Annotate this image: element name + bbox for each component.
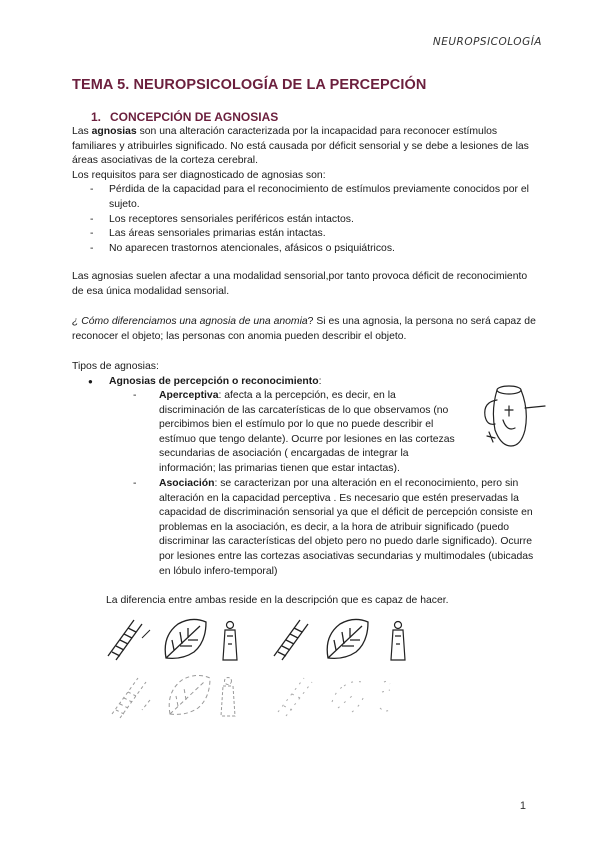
difference-paragraph: La diferencia entre ambas reside en la descripción que es capaz de hacer. xyxy=(106,595,449,606)
standing-figure-drawing-icon xyxy=(221,678,235,717)
anomia-question: ¿ Cómo diferenciamos una agnosia de una anomia xyxy=(72,316,308,327)
leaf-drawing-icon xyxy=(332,682,364,713)
ladder-drawing-icon xyxy=(274,620,308,660)
anomia-answer: ? Si es una agnosia, la persona no será capaz de reconocer el objeto; las personas con anomia pueden describir el objeto. xyxy=(72,316,536,342)
running-header: NEUROPSICOLOGÍA xyxy=(432,36,542,48)
agnosias-term: agnosias xyxy=(91,126,137,137)
apperceptive-term: Aperceptiva xyxy=(159,390,219,401)
section-heading xyxy=(91,110,278,124)
standing-figure-drawing-icon xyxy=(380,681,392,711)
standing-figure-drawing-icon xyxy=(391,622,405,661)
sub-item: - Aperceptiva: afecta a la percepción, es decir, en la discriminación de las carcaterísticas de lo que observamos (no percibimos bien el estímulo por lo que no puede describir el estímuo que tengo delante). Ocurre por lesiones en las cortezas secundarias de asociación ( encargadas de integrar la información; las primarias tienen que estar intactas). xyxy=(133,390,455,474)
leaf-drawing-icon xyxy=(165,619,206,658)
types-block xyxy=(72,360,540,389)
category-title: Agnosias de percepción o reconocimiento xyxy=(109,375,319,387)
modality-paragraph: Las agnosias suelen afectar a una modalidad sensorial,por tanto provoca déficit de reconocimiento de esa única modalidad sensorial. xyxy=(72,271,528,297)
associative-item xyxy=(72,477,540,579)
leaf-drawing-icon xyxy=(327,619,368,658)
list-item: - No aparecen trastornos atencionales, afásicos o psiquiátricos. xyxy=(72,242,540,257)
ladder-drawing-icon xyxy=(278,678,312,716)
ladder-drawing-icon xyxy=(112,678,150,718)
types-lead: Tipos de agnosias: xyxy=(72,361,159,372)
category-bullet: ● Agnosias de percepción o reconocimiento: xyxy=(72,375,540,390)
intro-block xyxy=(72,125,540,256)
leaf-drawing-icon xyxy=(169,675,210,714)
drawings-row-intact xyxy=(106,616,416,664)
list-item: - Pérdida de la capacidad para el reconocimiento de estímulos previamente conocidos por el sujeto. xyxy=(72,183,540,212)
requirements-lead: Los requisitos para ser diagnosticado de agnosias son: xyxy=(72,169,326,181)
standing-figure-drawing-icon xyxy=(223,622,237,661)
anomia-paragraph xyxy=(72,315,540,344)
list-item: - Las áreas sensoriales primarias están intactas. xyxy=(72,227,540,242)
associative-term: Asociación xyxy=(159,478,215,489)
intro-paragraph: Las agnosias son una alteración caracterizada por la incapacidad para reconocer estímulos familiares y atribuirles significado. No está causada por déficit sensorial y se debe a lesiones de las áreas asociativas de la corteza cerebral. xyxy=(72,126,529,167)
section-title: CONCEPCIÓN DE AGNOSIAS xyxy=(110,110,279,124)
jug-illustration-icon xyxy=(479,380,547,454)
apperceptive-item xyxy=(72,389,540,477)
apperceptive-text: : afecta a la percepción, es decir, en la discriminación de las carcaterísticas de lo que observamos (no percibimos bien el estímulo por lo que no puede describir el estímuo que tengo delante). Ocurre por lesiones en las cortezas secundarias de asociación ( encargadas de integrar la información; las primarias tienen que estar intactas). xyxy=(159,390,455,474)
associative-text: : se caracterizan por una alteración en el reconocimiento, pero sin alteración en la capacidad perceptiva . Es necesario que estén preservadas la capacidad de discriminación sensorial ya que el déficit de percepción consiste en problemas en la asociación, es decir, a la hora de atribuir significado (puedo discriminar las características del objeto pero no puedo darle significado). Ocurre por lesiones entre las cortezas asociativas secundarias y multimodales (ubicadas en lóbulo infero-temporal) xyxy=(159,478,534,577)
drawings-row-degraded xyxy=(106,670,416,722)
ladder-drawing-icon xyxy=(108,620,150,660)
requirements-list xyxy=(72,183,540,256)
section-number: 1. xyxy=(91,110,102,124)
sub-item: - Asociación: se caracterizan por una alteración en el reconocimiento, pero sin alteración en la capacidad perceptiva . Es necesario que estén preservadas la capacidad de discriminación sensorial ya que el déficit de percepción consiste en problemas en la asociación, es decir, a la hora de atribuir significado (puedo discriminar las características del objeto pero no puedo darle significado). Ocurre por lesiones entre las cortezas asociativas secundarias y multimodales (ubicadas en lóbulo infero-temporal) xyxy=(133,478,534,577)
page-number: 1 xyxy=(519,800,526,812)
list-item: - Los receptores sensoriales periféricos están intactos. xyxy=(72,213,540,228)
page-title: TEMA 5. NEUROPSICOLOGÍA DE LA PERCEPCIÓN xyxy=(72,77,427,93)
